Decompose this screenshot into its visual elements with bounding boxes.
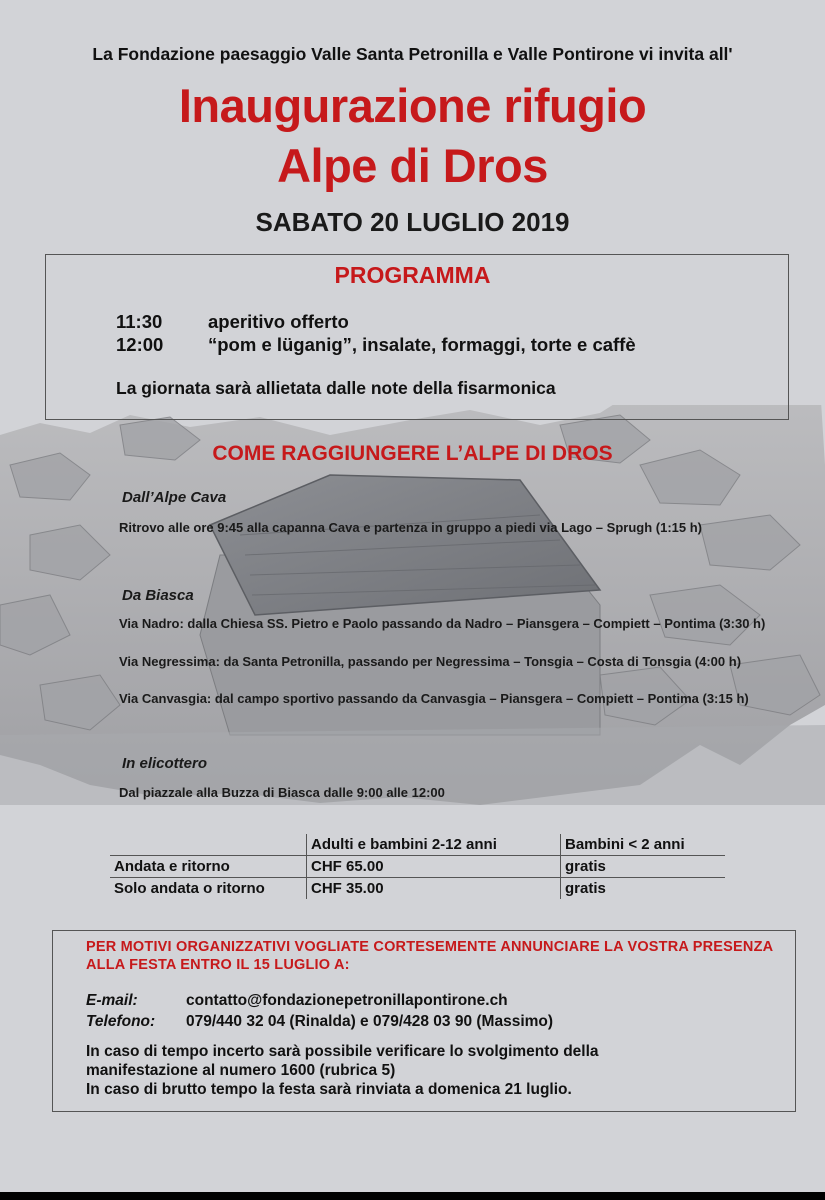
program-desc: “pom e lüganig”, insalate, formaggi, torte e caffè (208, 334, 636, 355)
registration-notice: PER MOTIVI ORGANIZZATIVI VOGLIATE CORTESEMENTE ANNUNCIARE LA VOSTRA PRESENZA ALLA FESTA ENTRO IL 15 LUGLIO A: (86, 939, 773, 973)
table-cell: gratis (561, 856, 726, 878)
route-section-heading: Da Biasca (122, 587, 194, 604)
program-heading: PROGRAMMA (334, 262, 491, 288)
program-desc: aperitivo offerto (208, 311, 349, 332)
program-time: 11:30 (116, 311, 163, 332)
route-section-heading: Dall’Alpe Cava (122, 489, 227, 506)
table-row (110, 878, 725, 900)
phone-label: Telefono: (86, 1013, 156, 1030)
email-label: E-mail: (86, 992, 138, 1009)
directions-heading: COME RAGGIUNGERE L’ALPE DI DROS (212, 442, 613, 465)
table-cell: Andata e ritorno (110, 856, 307, 878)
email-address[interactable]: contatto@fondazionepetronillapontirone.ch (186, 992, 508, 1009)
route-text: Via Negressima: da Santa Petronilla, passando per Negressima – Tonsgia – Costa di Tonsgia (4:00 h) (119, 654, 742, 669)
event-title: Inaugurazione rifugio (178, 79, 647, 132)
table-header-cell (110, 834, 307, 856)
weather-line: In caso di brutto tempo la festa sarà rinviata a domenica 21 luglio. (86, 1081, 572, 1098)
table-cell: CHF 65.00 (307, 856, 561, 878)
table-row (110, 856, 725, 878)
route-text: Dal piazzale alla Buzza di Biasca dalle 9:00 alle 12:00 (119, 785, 445, 800)
price-table (110, 834, 725, 899)
route-section-heading: In elicottero (122, 755, 208, 772)
phone-numbers: 079/440 32 04 (Rinalda) e 079/428 03 90 (Massimo) (186, 1013, 554, 1030)
program-note: La giornata sarà allietata dalle note della fisarmonica (116, 378, 556, 398)
event-date: SABATO 20 LUGLIO 2019 (255, 207, 570, 237)
weather-line: manifestazione al numero 1600 (rubrica 5) (86, 1062, 396, 1079)
table-cell: Solo andata o ritorno (114, 880, 265, 897)
table-header-cell: Bambini < 2 anni (561, 834, 726, 856)
route-text: Via Canvasgia: dal campo sportivo passando da Canvasgia – Piansgera – Compiett – Pontima (3:15 h) (119, 691, 749, 706)
bottom-bar (0, 1192, 825, 1200)
route-text: Ritrovo alle ore 9:45 alla capanna Cava e partenza in gruppo a piedi via Lago – Sprugh (1:15 h) (119, 520, 702, 535)
weather-info (86, 1042, 776, 1099)
weather-line: In caso di tempo incerto sarà possibile verificare lo svolgimento della (86, 1043, 599, 1060)
program-time: 12:00 (116, 334, 164, 355)
route-text: Via Nadro: dalla Chiesa SS. Pietro e Paolo passando da Nadro – Piansgera – Compiett – Pontima (3:30 h) (119, 616, 766, 631)
table-header-cell: Adulti e bambini 2-12 anni (307, 834, 561, 856)
table-cell: CHF 35.00 (307, 878, 561, 900)
table-cell: gratis (561, 878, 726, 900)
event-subtitle: Alpe di Dros (277, 139, 548, 192)
intro-text: La Fondazione paesaggio Valle Santa Petronilla e Valle Pontirone vi invita all' (92, 44, 733, 64)
table-header-row (110, 834, 725, 856)
